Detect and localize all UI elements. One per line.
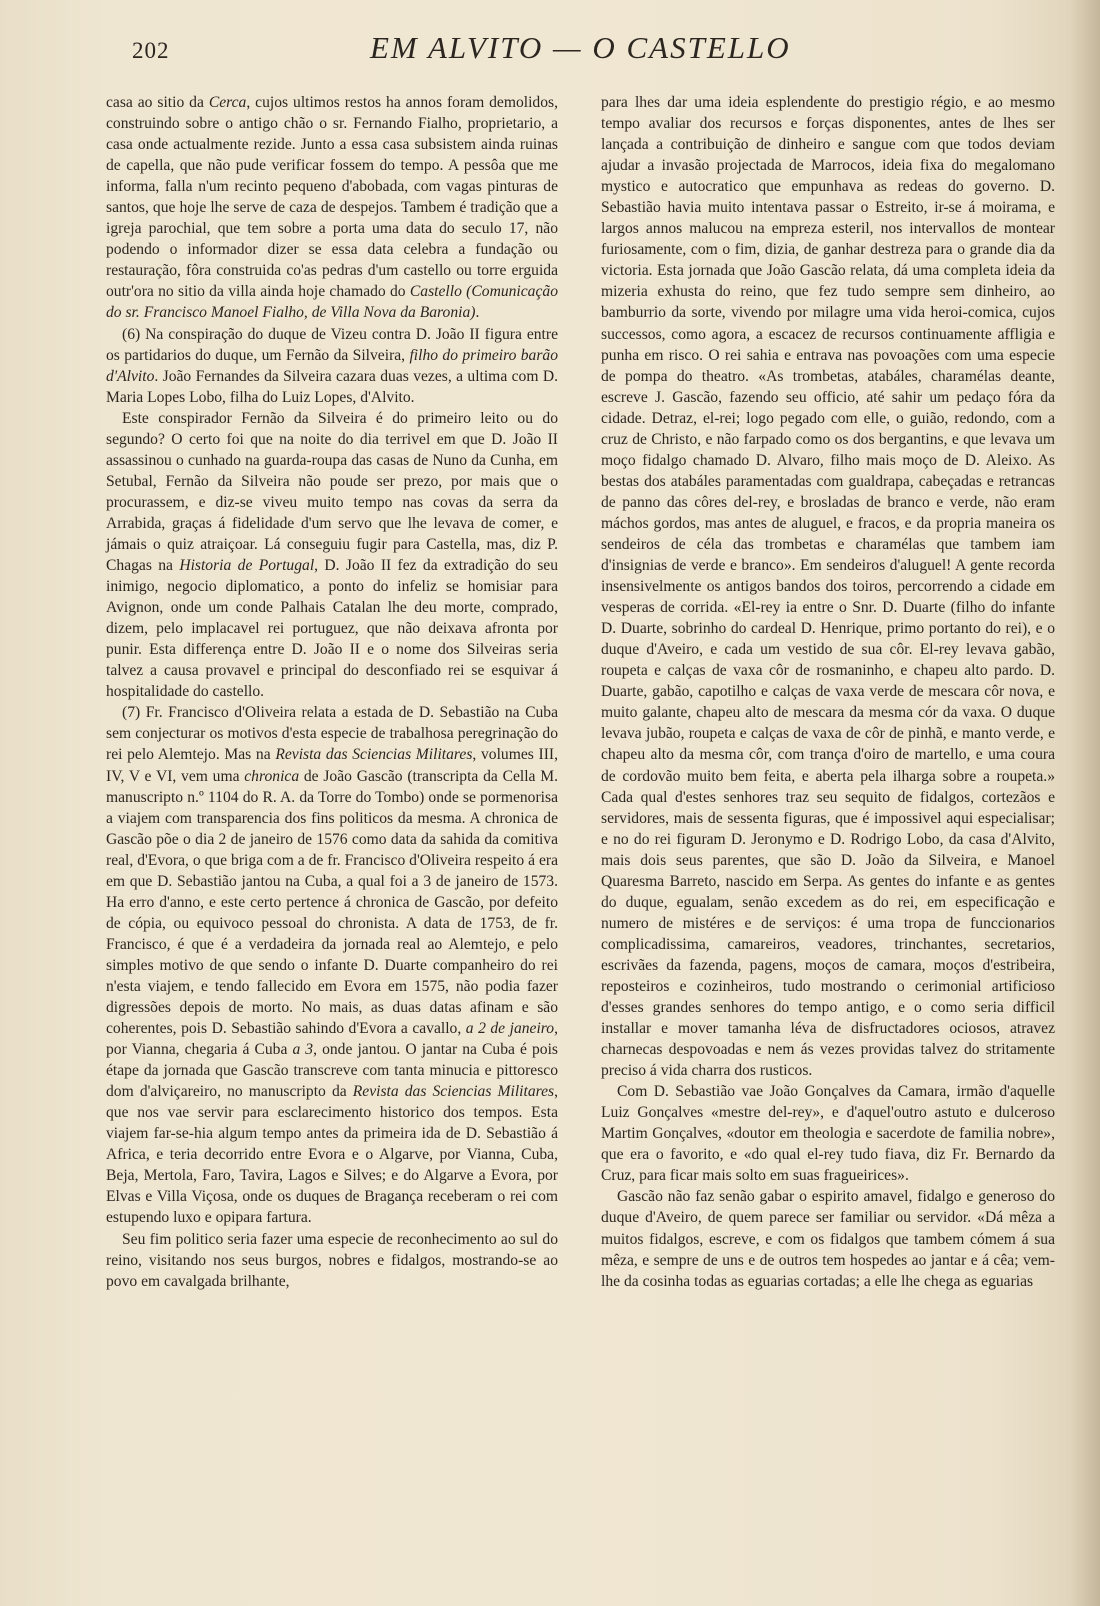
text-run: , D. João II fez da extradição do seu inimigo, negocio diplomatico, a ponto do infeliz se homisiar para Avignon, onde um conde Palhais Catalan lhe deu morte, comprado, dizem, pelo implacavel rei portuguez, que não deixava afronta por punir. Esta differença entre D. João II e o nome dos Silveiras seria talvez a causa provavel e principal do desconfiado rei se esquivar á hospitalidade do castello.	[106, 557, 558, 701]
italic-text: Revista das Sciencias Militares	[352, 1083, 555, 1101]
text-run: , por Vianna, chegaria á Cuba	[106, 1020, 558, 1059]
italic-text: filho do primeiro barão d'Alvito	[106, 346, 558, 385]
text-run: , volumes III, IV, V e VI, vem uma	[106, 746, 558, 785]
text-run: , que nos vae servir para esclarecimento historico dos tempos. Esta viajem far-se-hia algum tempo antes da primeira ida de D. Sebastião á Africa, e teria decorrido entre Evora e o Algarve, por Vianna, Cuba, Beja, Mertola, Faro, Tavira, Lagos e Silves; e do Algarve a Evora, por Elvas e Villa Viçosa, onde os duques de Bragança receberam o rei com estupendo luxo e opipara fartura.	[106, 1083, 558, 1227]
text-run: (7) Fr. Francisco d'Oliveira relata a estada de D. Sebastião na Cuba sem conjecturar os motivos d'esta especie de trabalhosa peregrinação do rei pelo Alemtejo. Mas na	[106, 704, 558, 764]
paragraph	[601, 1186, 1055, 1291]
text-run: (6) Na conspiração do duque de Vizeu contra D. João II figura entre os partidarios do duque, um Fernão da Silveira,	[106, 325, 558, 364]
page-header	[0, 26, 1100, 76]
italic-text: chronica	[244, 767, 300, 785]
page-number: 202	[132, 38, 170, 63]
text-run: casa ao sitio da	[106, 94, 209, 111]
italic-text: Historia de Portugal	[179, 557, 315, 575]
left-text-column	[106, 92, 558, 1292]
italic-text: Cerca	[208, 94, 247, 111]
paragraph	[106, 92, 558, 324]
text-run: , onde jantou. O jantar na Cuba é pois étape da jornada que Gascão transcreve com tanta minucia e pittoresco dom d'alviçareiro, no manuscripto da	[106, 1041, 558, 1101]
text-run: para lhes dar uma ideia esplendente do prestigio régio, e ao mesmo tempo avaliar dos recursos e forças disponentes, antes de lhes ser lançada a contribuição de dinheiro e sangue com que todos deviam ajudar a invasão projectada de Marrocos, ideia fixa do megalomano mystico e autocratico que empunhava as redeas do governo. D. Sebastião havia muito intentava passar o Estreito, ir-se á moirama, e largos annos malucou na empreza esteril, nos intervallos de montear furiosamente, com o fim, dizia, de ganhar destreza para o grande dia da victoria. Esta jornada que João Gascão relata, dá uma completa ideia da mizeria exhusta do reino, que fez tudo sempre sem dinheiro, ao bamburrio da sorte, vivendo por milagre uma vida heroi-comica, cujos successos, como agora, a escacez de recursos continuamente affligia e punha em risco. O rei sahia e entrava nas povoações com uma especie de pompa do theatro. «As trombetas, atabáles, charamélas deante, escreve J. Gascão, fazendo seu officio, até sahir um pedaço fóra da cidade. Detraz, el-rei; logo pegado com elle, o guião, redondo, com a cruz de Christo, e não farpado como os dos bergantins, e que levava um moço fidalgo chamado D. Alvaro, filho mais moço de D. Aleixo. As bestas dos atabáles paramentadas com gualdrapa, cabeçadas e retrancas de panno das côres del-rey, e brosladas de branco e verde, não eram máchos gordos, mas antes de aluguel, e fracos, e da propria maneira os sendeiros de céla das trombetas e charamélas que tambem iam d'insignias de verde e branco». Em sendeiros d'aluguel! A gente recorda insensivelmente os antigos bandos dos toiros, percorrendo a cidade em vesperas de corrida. «El-rey ia entre o Snr. D. Duarte (filho do infante D. Duarte, sobrinho do cardeal D. Henrique, primo portanto do rei), e o duque d'Aveiro, e cada um vestido de sua côr. El-rey levava gabão, roupeta e calças de vaxa côr de rosmaninho, e chapeu alto pardo. D. Duarte, gabão, capotilho e calças de vaxa verde de mescara côr nova, e muito galante, chapeu alto de mescara da mesma cór da vaxa. O duque levava jubão, roupeta e calças de vaxa de côr de pinhã, e manto verde, e chapeu alto da mesma côr, com trança d'oiro de martello, e uma coura de cordovão muito bem feita, e aberta pela ilharga sobre a roupeta.» Cada qual d'estes senhores traz seu sequito de fidalgos, cortezãos e servidores, mais de sessenta figuras, que é impossivel aqui especialisar; e no do rei figuram D. Jeronymo e D. Rodrigo Lobo, da casa d'Alvito, mais dois seus parentes, que são D. João da Silveira, e Manoel Quaresma Barreto, nascido em Serpa. As gentes do infante e as gentes do duque, egualam, senão excedem as do rei, em especificação e numero de mistéres e de serviços: é uma tropa de funccionarios complicadissima, camareiros, veadores, trinchantes, secretarios, escrivães da fazenda, pagens, moços de camara, moços d'estribeira, reposteiros e cozinheiros, tudo mostrando o cerimonial artificioso d'esses grandes senhores do tempo antigo, e o como seria difficil installar e mover tamanha léva de disfructadores ociosos, atravez charnecas despovoadas e nem ás vezes providas talvez do stritamente preciso á vida charra dos rusticos.	[601, 94, 1055, 1080]
italic-text: Castello (Comunicação do sr. Francisco Manoel Fialho, de Villa Nova da Baronia)	[106, 283, 558, 322]
text-run: de João Gascão (transcripta da Cella M. manuscripto n.º 1104 do R. A. da Torre do Tombo) onde se pormenorisa a viajem com transparencia dos fins politicos da mesma. A chronica de Gascão põe o dia 2 de janeiro de 1576 como data da sahida da comitiva real, d'Evora, o que briga com a de fr. Francisco d'Oliveira respeito á era em que D. Sebastião jantou na Cuba, a qual foi a 3 de janeiro de 1573. Ha erro d'anno, e este certo pertence á chronica de Gascão, por defeito de cópia, ou equivoco pessoal do chronista. A data de 1753, de fr. Francisco, é que é a verdadeira da jornada real ao Alemtejo, e pelo simples motivo de que sendo o infante D. Duarte companheiro do rei n'esta viajem, e tendo fallecido em Evora em 1575, não podia fazer digressões depois de morto. No mais, as duas datas afinam e são coherentes, pois D. Sebastião sahindo d'Evora a cavallo,	[106, 767, 558, 1038]
text-run: , cujos ultimos restos ha annos foram demolidos, construindo sobre o antigo chão o sr. Fernando Fialho, proprietario, a casa onde actualmente rezide. Junto a essa casa subsistem ainda ruinas de capella, que não pude verificar fossem do tempo. A pessôa que me informa, falla n'um recinto pequeno d'abobada, com vagas pinturas de santos, que hoje lhe serve de caza de despejos. Tambem é tradição que a igreja parochial, que tem sobre a porta uma data do seculo 17, não podendo o informador dizer se essa data celebra a fundação ou restauração, fôra construida co'as pedras d'um castello ou torre erguida outr'ora no sitio da villa ainda hoje chamado do	[106, 94, 558, 301]
italic-text: a 3	[292, 1041, 314, 1059]
text-run: Seu fim politico seria fazer uma especie de reconhecimento ao sul do reino, visitando nos seus burgos, nobres e fidalgos, mostrando-se ao povo em cavalgada brilhante,	[106, 1230, 558, 1290]
text-run: Com D. Sebastião vae João Gonçalves da Camara, irmão d'aquelle Luiz Gonçalves «mestre del-rey», e d'aquel'outro astuto e dulceroso Martim Gonçalves, «doutor em theologia e sacerdote de familia nobre», que era o favorito, e «do qual el-rey tudo fiava, diz Fr. Bernardo da Cruz, para ficar mais solto em suas fragueirices».	[601, 1083, 1055, 1185]
paragraph	[601, 92, 1055, 1081]
paragraph	[106, 408, 558, 703]
paragraph	[106, 1229, 558, 1292]
italic-text: a 2 de janeiro	[465, 1020, 555, 1038]
italic-text: Revista das Sciencias Militares	[275, 746, 473, 764]
paragraph	[106, 324, 558, 408]
page-edge-shadow	[1070, 0, 1100, 1606]
paragraph	[601, 1081, 1055, 1186]
running-title: EM ALVITO — O CASTELLO	[370, 30, 791, 65]
text-run: Gascão não faz senão gabar o espirito amavel, fidalgo e generoso do duque d'Aveiro, de quem parece ser familiar ou servidor. «Dá mêza a muitos fidalgos, escreve, e com os fidalgos que tambem cómem á sua mêza, e sempre de uns e de outros tem hospedes ao jantar e á cêa; vem-lhe da cosinha todas as eguarias cortadas; a elle lhe chega as eguarias	[601, 1188, 1055, 1290]
paragraph	[106, 702, 558, 1228]
right-text-column	[601, 92, 1055, 1292]
text-run: .	[475, 304, 480, 322]
text-run: Este conspirador Fernão da Silveira é do primeiro leito ou do segundo? O certo foi que na noite do dia terrivel em que D. João II assassinou o cunhado na guarda-roupa das casas de Nuno da Cunha, em Setubal, Fernão da Silveira não poude ser prezo, por mais que o procurassem, e diz-se viveu muito tempo nas covas da serra da Arrabida, graças á fidelidade d'um servo que lhe levava de comer, e jámais o quiz atraiçoar. Lá conseguiu fugir para Castella, mas, diz P. Chagas na	[106, 409, 558, 575]
text-run: . João Fernandes da Silveira cazara duas vezes, a ultima com D. Maria Lopes Lobo, filha do Luiz Lopes, d'Alvito.	[106, 367, 558, 406]
